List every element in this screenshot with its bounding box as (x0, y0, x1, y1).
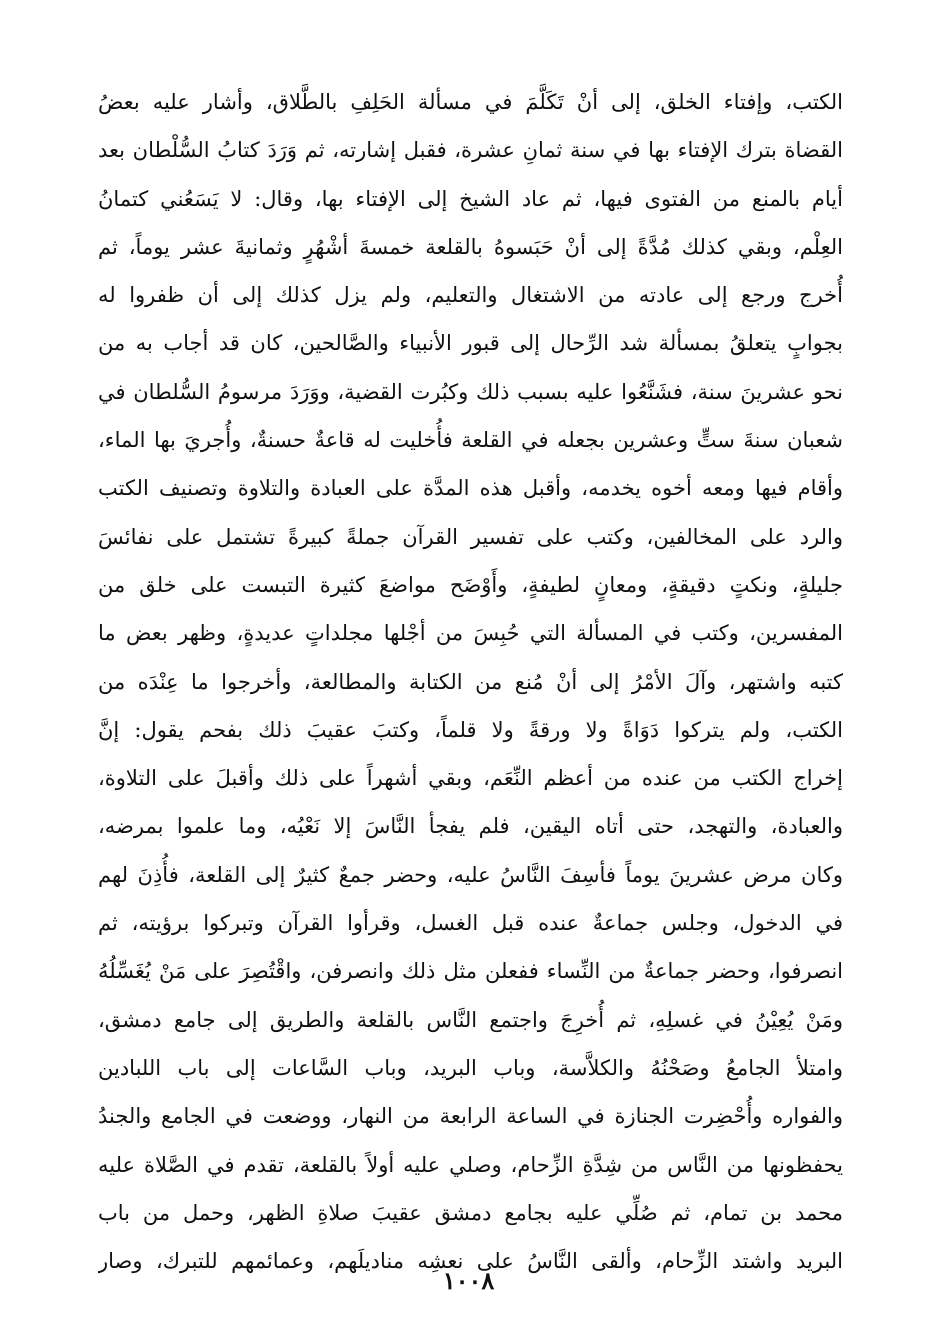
page-number: ١٠٠٨ (442, 1266, 495, 1295)
text-line: وأقام فيها ومعه أخوه يخدمه، وأقبل هذه المدَّة على العبادة والتلاوة وتصنيف الكتب (98, 476, 843, 501)
text-line: الكتب، ولم يتركوا دَوَاةً ولا ورقةً ولا قلماً، وكتبَ عقيبَ ذلك بفحم يقول: إنَّ (98, 717, 843, 742)
text-line: انصرفوا، وحضر جماعةٌ من النِّساء ففعلن مثل ذلك وانصرفن، واقْتُصِرَ على مَنْ يُغَسِّلُهُ (98, 959, 843, 984)
text-line: كتبه واشتهر، وآلَ الأمْرُ إلى أنْ مُنع من الكتابة والمطالعة، وأخرجوا ما عِنْدَه من (98, 669, 843, 694)
text-line: إخراج الكتب من عنده من أعظم النِّعَم، وبقي أشهراً على ذلك وأقبلَ على التلاوة، (98, 766, 843, 791)
text-line: وامتلأ الجامعُ وصَحْنُهُ والكلاَّسة، وباب البريد، وباب السَّاعات إلى باب اللبادين (98, 1055, 843, 1080)
text-line: أُخرج ورجع إلى عادته من الاشتغال والتعليم، ولم يزل كذلك إلى أن ظفروا له (98, 283, 843, 308)
text-line: والرد على المخالفين، وكتب على تفسير القرآن جملةً كبيرةً تشتمل على نفائسَ (98, 524, 843, 549)
text-line: المفسرين، وكتب في المسألة التي حُبِسَ من أجْلها مجلداتٍ عديدةٍ، وظهر بعض ما (98, 621, 843, 646)
text-line: ومَنْ يُعِيْنُ في غسلِهِ، ثم أُخرِجَ واجتمع النَّاس بالقلعة والطريق إلى جامع دمشق، (98, 1007, 843, 1032)
text-line: وكان مرض عشرينَ يوماً فأسِفَ النَّاسُ عليه، وحضر جمعٌ كثيرٌ إلى القلعة، فأُذِنَ لهم (98, 862, 843, 887)
text-line: البريد واشتد الزِّحام، وألقى النَّاسُ على نعشِه مناديلَهم، وعمائمهم للتبرك، وصار (98, 1249, 843, 1274)
text-line: القضاة بترك الإفتاء بها في سنة ثمانِ عشرة، فقبل إشارته، ثم وَرَدَ كتابُ السُّلْطان بعد (98, 138, 843, 163)
text-line: في الدخول، وجلس جماعةٌ عنده قبل الغسل، وقرأوا القرآن وتبركوا برؤيته، ثم (98, 911, 843, 936)
text-line: الكتب، وإفتاء الخلق، إلى أنْ تَكَلَّمَ في مسألة الحَلِفِ بالطَّلاق، وأشار عليه بعضُ (98, 90, 843, 114)
text-line: بجوابٍ يتعلقُ بمسألة شد الرِّحال إلى قبور الأنبياء والصَّالحين، كان قد أجاب به من (98, 331, 843, 356)
text-line: يحفظونها من النَّاس من شِدَّةِ الزِّحام، وصلي عليه أولاً بالقلعة، تقدم في الصَّلاة عليه (98, 1152, 843, 1177)
text-line: والعبادة، والتهجد، حتى أتاه اليقين، فلم يفجأ النَّاسَ إلا نَعْيُه، وما علموا بمرضه، (98, 814, 843, 839)
text-line: والفواره وأُحْضِرت الجنازة في الساعة الرابعة من النهار، ووضعت في الجامع والجندُ (98, 1104, 843, 1129)
text-line: شعبان سنةَ ستٍّ وعشرين بجعله في القلعة فأُخليت له قاعةٌ حسنةٌ، وأُجريَ بها الماء، (98, 428, 843, 453)
text-line: أيام بالمنع من الفتوى فيها، ثم عاد الشيخ إلى الإفتاء بها، وقال: لا يَسَعُني كتمانُ (98, 186, 843, 211)
text-line: نحو عشرينَ سنة، فشَنَّعُوا عليه بسبب ذلك وكبُرت القضية، ووَرَدَ مرسومُ السُّلطان في (98, 379, 843, 404)
body-text (98, 78, 843, 1285)
text-line: جليلةٍ، ونكتٍ دقيقةٍ، ومعانٍ لطيفةٍ، وأَوْضَح مواضعَ كثيرة التبست على خلق من (98, 572, 843, 597)
text-line: العِلْم، وبقي كذلك مُدَّةً إلى أنْ حَبَسوهُ بالقلعة خمسةَ أشْهُرٍ وثمانيةَ عشر يوماً، ثم (98, 234, 843, 259)
text-line: محمد بن تمام، ثم صُلِّي عليه بجامع دمشق عقيبَ صلاةِ الظهر، وحمل من باب (98, 1200, 843, 1225)
